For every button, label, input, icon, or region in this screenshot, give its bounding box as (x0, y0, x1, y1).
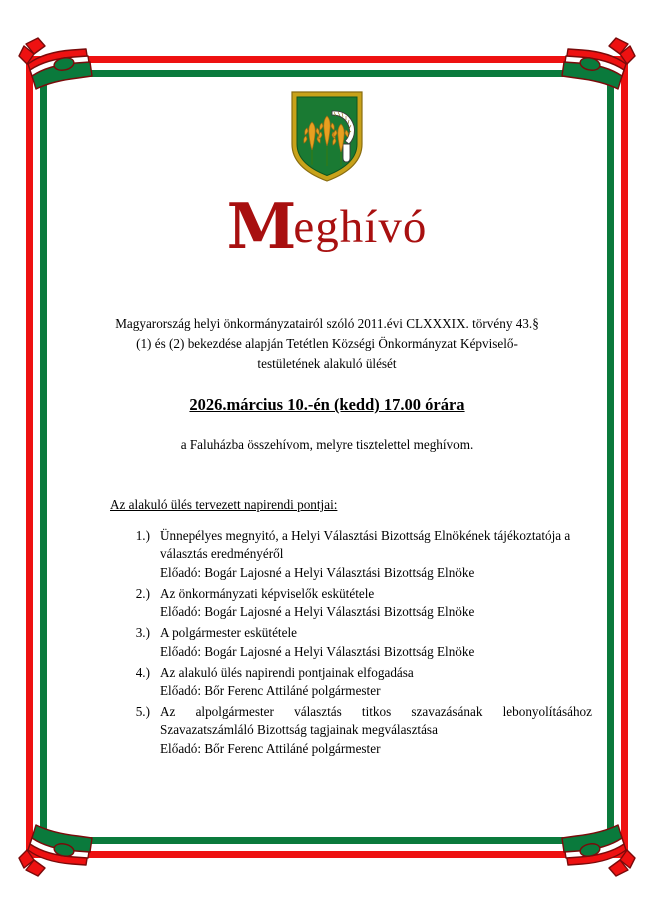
agenda-item-number: 3.) (135, 625, 150, 641)
border-stripe-green-left (40, 70, 47, 844)
title-rest: eghívó (293, 201, 428, 253)
agenda-item-number: 2.) (135, 585, 150, 601)
ribbon-bow-bottom-left-icon (14, 800, 118, 880)
agenda-item (62, 585, 592, 621)
border-stripe-green-right (607, 70, 614, 844)
agenda-item-text: Az alpolgármester választás titkos szavazásának lebonyolításához Szavazatszámláló Bizottság tagjainak megválasztása (160, 704, 592, 738)
agenda-item (62, 703, 592, 758)
agenda-item-number: 4.) (135, 664, 150, 680)
agenda-item-text: Ünnepélyes megnyitó, a Helyi Választási Bizottság Elnökének tájékoztatója a választás eredményéről (160, 528, 571, 562)
agenda-list (62, 527, 592, 758)
agenda-item-number: 1.) (135, 528, 150, 544)
tetetlen-coat-of-arms-icon (288, 88, 366, 184)
agenda-heading: Az alakuló ülés tervezett napirendi pontjai: (110, 497, 338, 513)
intro-line-2: (1) és (2) bekezdése alapján Tetétlen Községi Önkormányzat Képviselő- (136, 336, 518, 352)
border-stripe-red-top (26, 56, 628, 63)
agenda-item-text: A polgármester eskütétele (160, 625, 297, 641)
agenda-item-number: 5.) (135, 704, 150, 720)
agenda-item-presenter: Előadó: Bőr Ferenc Attiláné polgármester (160, 682, 381, 698)
border-stripe-red-left (26, 56, 33, 858)
border-stripe-green-bottom (40, 837, 614, 844)
agenda-item-text: Az önkormányzati képviselők eskütétele (160, 585, 375, 601)
agenda-item (62, 624, 592, 660)
title-initial: M (226, 189, 294, 263)
agenda-item-presenter: Előadó: Bogár Lajosné a Helyi Választási Bizottság Elnöke (160, 643, 475, 659)
intro-paragraph (62, 314, 592, 374)
meeting-venue-statement: a Faluházba összehívom, melyre tisztelettel meghívom. (180, 437, 474, 453)
agenda-item-presenter: Előadó: Bogár Lajosné a Helyi Választási Bizottság Elnöke (160, 604, 475, 620)
coat-of-arms-container (62, 88, 592, 189)
intro-line-1: Magyarország helyi önkormányzatairól szóló 2011.évi CLXXXIX. törvény 43.§ (115, 316, 539, 331)
ribbon-bow-bottom-right-icon (536, 800, 640, 880)
agenda-item-presenter: Előadó: Bogár Lajosné a Helyi Választási Bizottság Elnöke (160, 564, 475, 580)
border-stripe-green-top (40, 70, 614, 77)
agenda-item (62, 527, 592, 582)
page-title (62, 189, 592, 263)
agenda-item (62, 664, 592, 700)
intro-line-3: testületének alakuló ülését (257, 356, 397, 372)
border-stripe-red-right (621, 56, 628, 858)
agenda-item-text: Az alakuló ülés napirendi pontjainak elfogadása (160, 664, 414, 680)
meeting-datetime: 2026.március 10.-én (kedd) 17.00 órára (189, 395, 465, 415)
invitation-content (62, 82, 592, 761)
border-stripe-red-bottom (26, 851, 628, 858)
agenda-item-presenter: Előadó: Bőr Ferenc Attiláné polgármester (160, 740, 381, 756)
